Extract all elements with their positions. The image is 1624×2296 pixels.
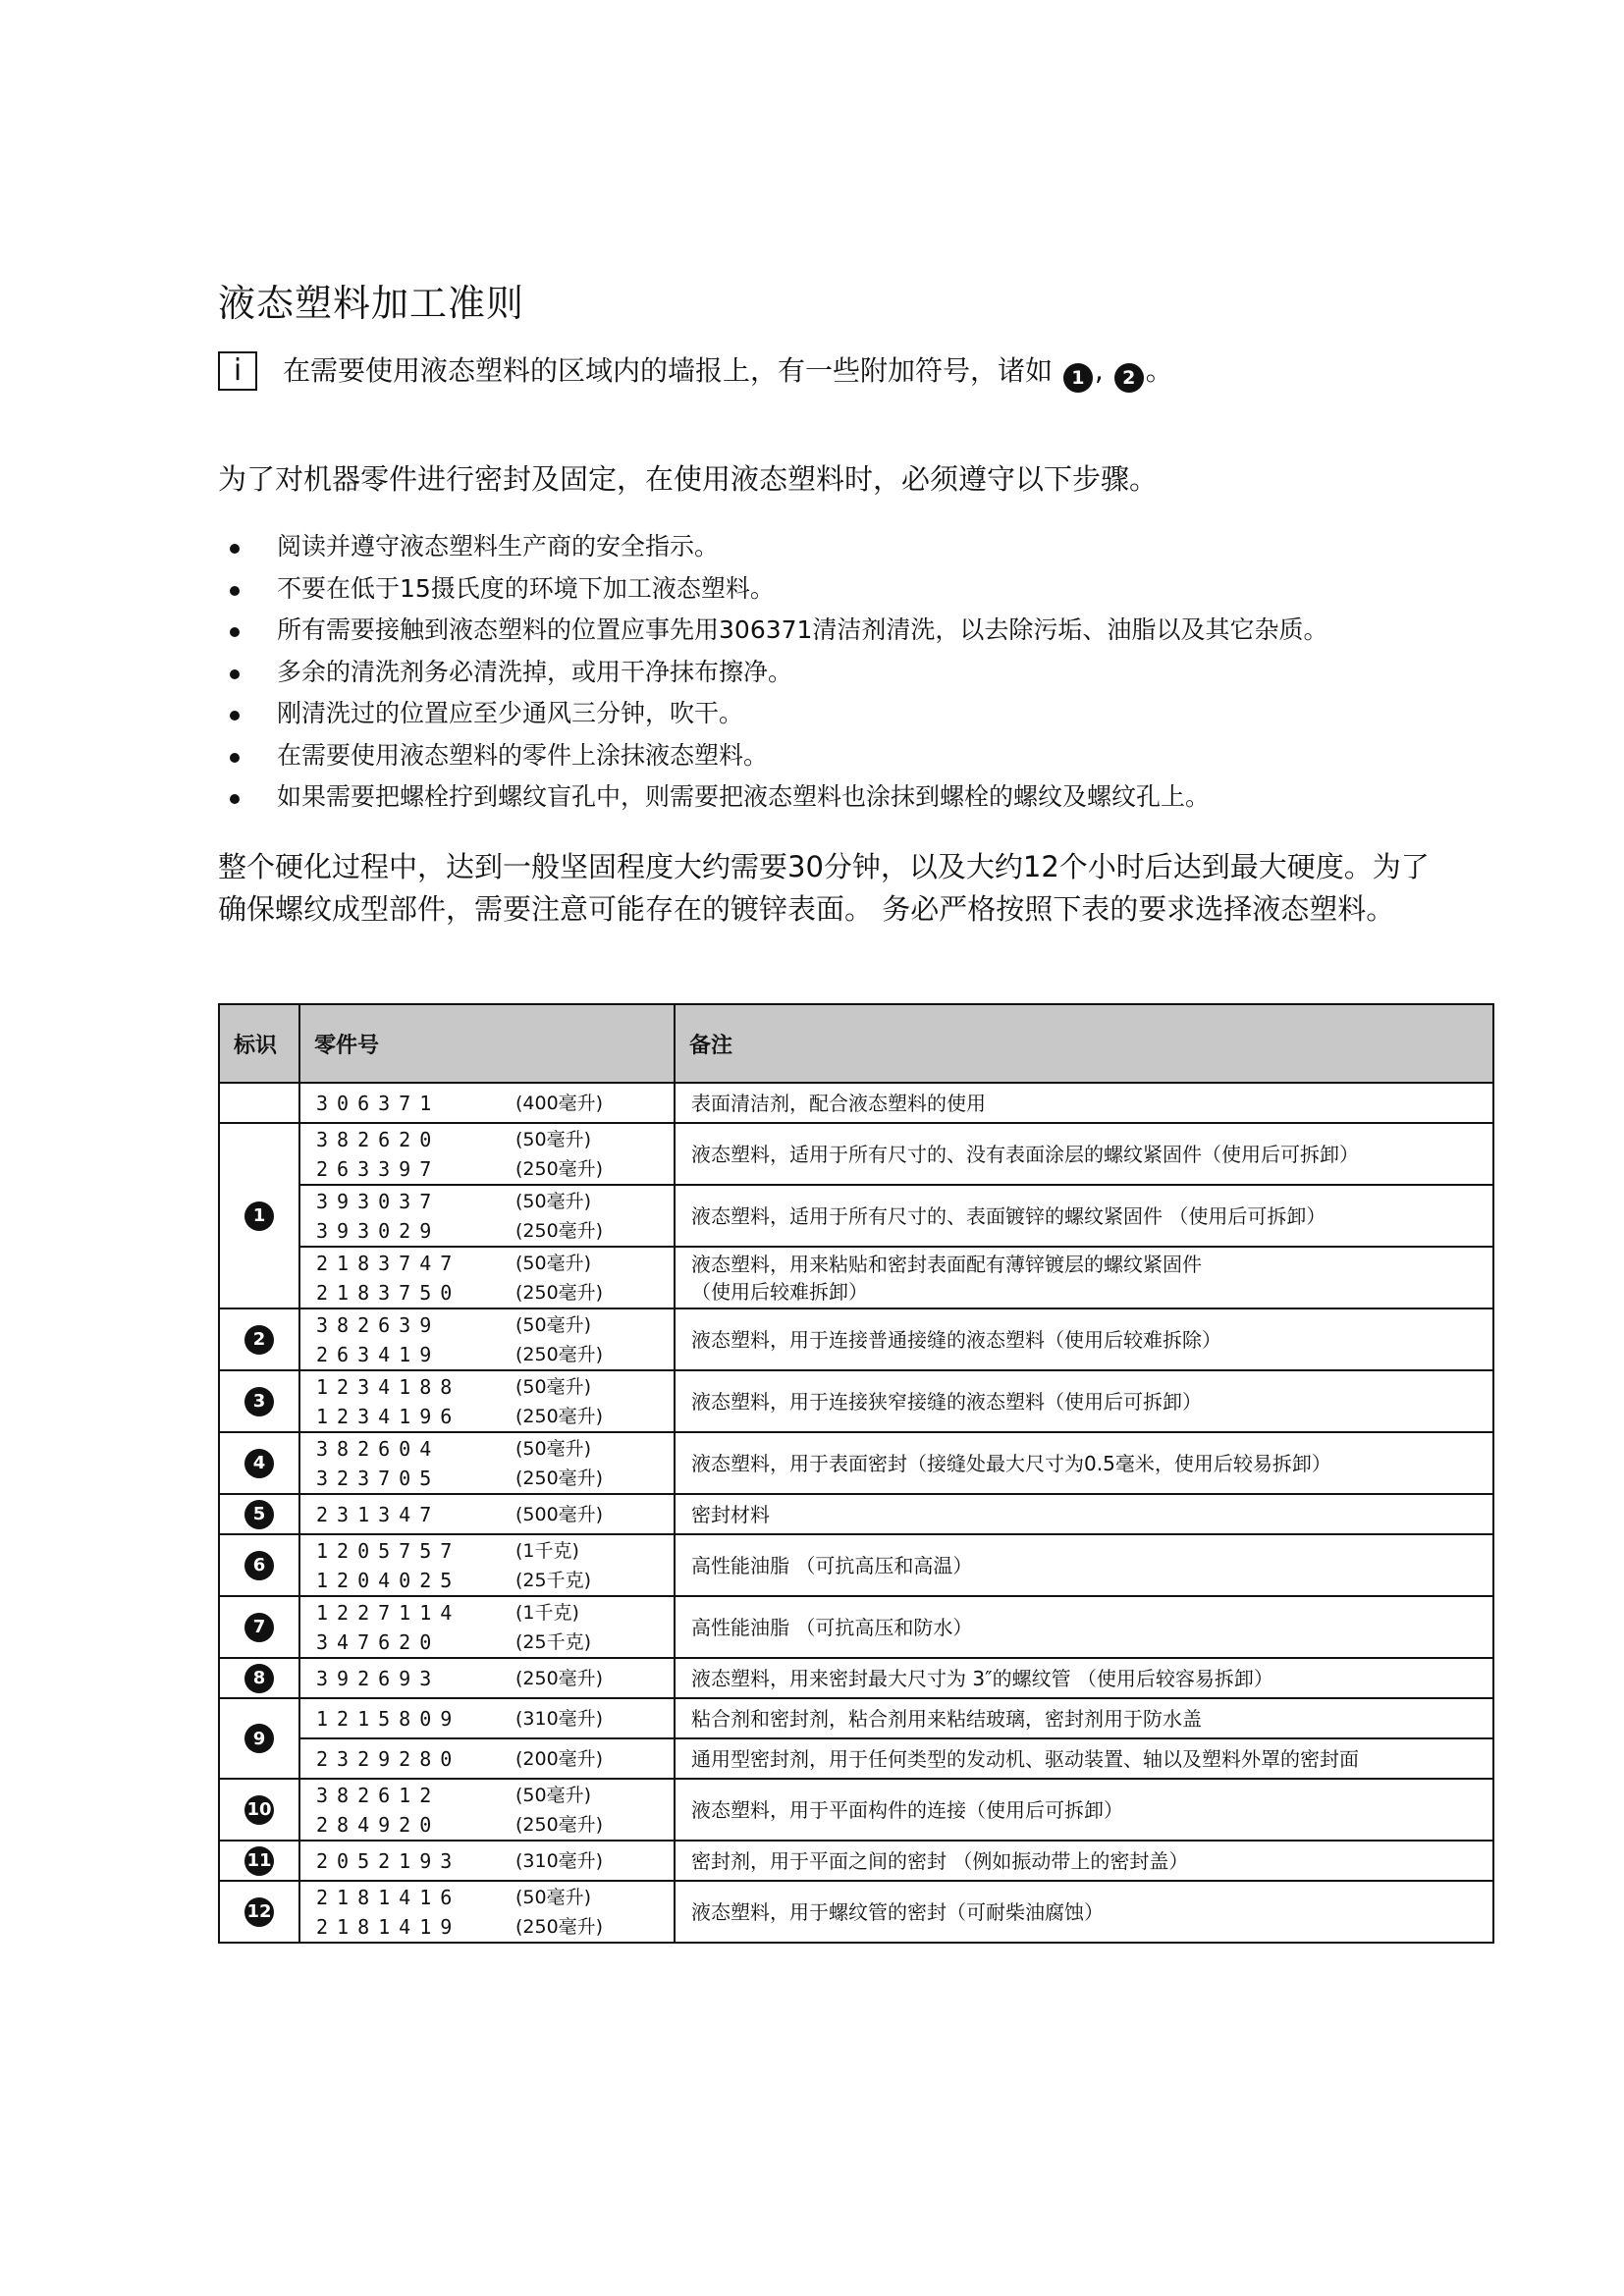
table-row — [219, 1881, 1493, 1943]
header-part: 零件号 — [299, 1004, 675, 1083]
badge-5-icon: 5 — [244, 1500, 274, 1529]
volume: (25千克) — [515, 1630, 592, 1653]
badge-9-icon: 9 — [244, 1724, 274, 1753]
part-number: 2181419 — [316, 1914, 461, 1939]
mark-cell — [219, 1370, 299, 1432]
table-row — [219, 1185, 1493, 1247]
part-number: 382612 — [316, 1783, 441, 1807]
badge-2-icon: 2 — [244, 1325, 274, 1355]
note-cell: 粘合剂和密封剂，粘合剂用来粘结玻璃，密封剂用于防水盖 — [675, 1698, 1493, 1738]
volume: (250毫升) — [515, 1405, 604, 1427]
badge-3-icon: 3 — [244, 1387, 274, 1416]
parts-table — [218, 1003, 1494, 1944]
part-number: 2052193 — [316, 1848, 461, 1873]
volume-cell — [510, 1779, 675, 1841]
volume-cell — [510, 1494, 675, 1534]
mark-cell — [219, 1534, 299, 1596]
note-cell: 通用型密封剂，用于任何类型的发动机、驱动装置、轴以及塑料外罩的密封面 — [675, 1738, 1493, 1779]
volume: (25千克) — [515, 1569, 592, 1591]
part-number: 2183750 — [316, 1280, 461, 1305]
mark-cell — [219, 1881, 299, 1943]
curing-paragraph: 整个硬化过程中，达到一般坚固程度大约需要30分钟，以及大约12个小时后达到最大硬度。为了确保螺纹成型部件，需要注意可能存在的镀锌表面。 务必严格按照下表的要求选择液态塑料。 — [218, 850, 1430, 926]
mark-cell — [219, 1494, 299, 1534]
badge-1-icon: 1 — [1063, 363, 1093, 393]
note-cell: 液态塑料，用于连接普通接缝的液态塑料（使用后较难拆除） — [675, 1308, 1493, 1370]
part-number-cell — [299, 1881, 510, 1943]
volume: (250毫升) — [515, 1915, 604, 1938]
note-cell: 液态塑料，用于连接狭窄接缝的液态塑料（使用后可拆卸） — [675, 1370, 1493, 1432]
list-item: 在需要使用液态塑料的零件上涂抹液态塑料。 — [218, 735, 1327, 777]
badge-8-icon: 8 — [244, 1664, 274, 1693]
badge-6-icon: 6 — [244, 1551, 274, 1580]
note-cell: 液态塑料，适用于所有尺寸的、没有表面涂层的螺纹紧固件（使用后可拆卸） — [675, 1123, 1493, 1185]
volume-cell — [510, 1658, 675, 1698]
steps-list — [218, 526, 1327, 819]
volume: (250毫升) — [515, 1467, 604, 1489]
part-number: 2181416 — [316, 1885, 461, 1909]
volume: (250毫升) — [515, 1219, 604, 1242]
note-cell: 高性能油脂 （可抗高压和防水） — [675, 1596, 1493, 1658]
part-number: 1205757 — [316, 1538, 461, 1563]
volume: (310毫升) — [515, 1707, 604, 1730]
mark-cell — [219, 1779, 299, 1841]
info-text — [283, 349, 1173, 393]
badge-2-icon: 2 — [1114, 363, 1144, 393]
volume: (500毫升) — [515, 1503, 604, 1525]
part-number: 1227114 — [316, 1600, 461, 1625]
part-number: 1215809 — [316, 1706, 461, 1731]
part-number-cell — [299, 1185, 510, 1247]
list-item: 不要在低于15摄氏度的环境下加工液态塑料。 — [218, 568, 1327, 611]
list-item: 如果需要把螺栓拧到螺纹盲孔中，则需要把液态塑料也涂抹到螺栓的螺纹及螺纹孔上。 — [218, 776, 1327, 819]
part-number: 393037 — [316, 1189, 441, 1213]
mark-cell — [219, 1658, 299, 1698]
table-row — [219, 1596, 1493, 1658]
note-cell: 液态塑料，适用于所有尺寸的、表面镀锌的螺纹紧固件 （使用后可拆卸） — [675, 1185, 1493, 1247]
table-row — [219, 1534, 1493, 1596]
list-item: 所有需要接触到液态塑料的位置应事先用306371清洁剂清洗，以去除污垢、油脂以及其它杂质。 — [218, 610, 1327, 652]
part-number: 323705 — [316, 1466, 441, 1490]
part-number-cell — [299, 1738, 510, 1779]
badge-4-icon: 4 — [244, 1449, 274, 1478]
intro-text: 为了对机器零件进行密封及固定，在使用液态塑料时，必须遵守以下步骤。 — [218, 462, 1159, 496]
part-number: 1234188 — [316, 1374, 461, 1399]
table-body — [219, 1083, 1493, 1943]
badge-10-icon: 10 — [244, 1795, 274, 1825]
volume-cell — [510, 1738, 675, 1779]
part-number-cell — [299, 1123, 510, 1185]
table-row — [219, 1779, 1493, 1841]
note-cell: 液态塑料，用来密封最大尺寸为 3″的螺纹管 （使用后较容易拆卸） — [675, 1658, 1493, 1698]
table-row — [219, 1738, 1493, 1779]
badge-11-icon: 11 — [244, 1846, 274, 1876]
part-number-cell — [299, 1779, 510, 1841]
note-cell: 液态塑料，用于螺纹管的密封（可耐柴油腐蚀） — [675, 1881, 1493, 1943]
info-text-body: 在需要使用液态塑料的区域内的墙报上，有一些附加符号，诸如 — [283, 354, 1054, 387]
volume-cell — [510, 1432, 675, 1494]
volume: (200毫升) — [515, 1747, 604, 1770]
table-row — [219, 1494, 1493, 1534]
part-number-cell — [299, 1596, 510, 1658]
mark-cell — [219, 1123, 299, 1308]
volume-cell — [510, 1698, 675, 1738]
table-row — [219, 1308, 1493, 1370]
info-sep: , — [1094, 354, 1104, 387]
part-number: 382604 — [316, 1436, 441, 1461]
note-cell: 液态塑料，用于平面构件的连接（使用后可拆卸） — [675, 1779, 1493, 1841]
part-number-cell — [299, 1247, 510, 1308]
header-mark: 标识 — [219, 1004, 299, 1083]
volume: (310毫升) — [515, 1849, 604, 1872]
table-row — [219, 1658, 1493, 1698]
table-row — [219, 1432, 1493, 1494]
mark-cell — [219, 1596, 299, 1658]
table-row — [219, 1247, 1493, 1308]
volume: (250毫升) — [515, 1343, 604, 1365]
list-item: 阅读并遵守液态塑料生产商的安全指示。 — [218, 526, 1327, 568]
volume-cell — [510, 1308, 675, 1370]
volume: (50毫升) — [515, 1313, 592, 1336]
info-note — [218, 349, 1173, 393]
volume: (400毫升) — [515, 1092, 604, 1114]
volume: (50毫升) — [515, 1886, 592, 1908]
volume-cell — [510, 1123, 675, 1185]
volume-cell — [510, 1534, 675, 1596]
part-number-cell — [299, 1658, 510, 1698]
note-cell: 液态塑料，用来粘贴和密封表面配有薄锌镀层的螺纹紧固件 （使用后较难拆卸） — [675, 1247, 1493, 1308]
part-number: 2329280 — [316, 1746, 461, 1771]
volume-cell — [510, 1841, 675, 1881]
note-cell: 液态塑料，用于表面密封（接缝处最大尺寸为0.5毫米，使用后较易拆卸） — [675, 1432, 1493, 1494]
list-item: 刚清洗过的位置应至少通风三分钟，吹干。 — [218, 693, 1327, 735]
volume: (50毫升) — [515, 1784, 592, 1806]
part-number-cell — [299, 1083, 510, 1123]
table-row — [219, 1698, 1493, 1738]
volume-cell — [510, 1881, 675, 1943]
volume: (50毫升) — [515, 1128, 592, 1150]
part-number: 393029 — [316, 1218, 441, 1243]
volume: (1千克) — [515, 1601, 579, 1624]
part-number-cell — [299, 1370, 510, 1432]
volume: (50毫升) — [515, 1437, 592, 1460]
note-cell: 密封剂，用于平面之间的密封 （例如振动带上的密封盖） — [675, 1841, 1493, 1881]
note-cell: 密封材料 — [675, 1494, 1493, 1534]
volume-cell — [510, 1596, 675, 1658]
badge-7-icon: 7 — [244, 1613, 274, 1642]
volume-cell — [510, 1247, 675, 1308]
mark-cell — [219, 1308, 299, 1370]
volume: (50毫升) — [515, 1252, 592, 1274]
table-header — [219, 1004, 1493, 1083]
part-number: 231347 — [316, 1502, 441, 1526]
volume: (1千克) — [515, 1539, 579, 1562]
mark-cell — [219, 1841, 299, 1881]
part-number: 1204025 — [316, 1568, 461, 1592]
table-row — [219, 1083, 1493, 1123]
part-number-cell — [299, 1494, 510, 1534]
info-icon: i — [218, 351, 257, 391]
part-number: 382639 — [316, 1312, 441, 1337]
part-number-cell — [299, 1534, 510, 1596]
volume-cell — [510, 1370, 675, 1432]
volume: (250毫升) — [515, 1813, 604, 1836]
volume: (250毫升) — [515, 1157, 604, 1180]
part-number: 306371 — [316, 1091, 441, 1115]
part-number: 347620 — [316, 1629, 441, 1654]
header-note: 备注 — [675, 1004, 1493, 1083]
table-row — [219, 1123, 1493, 1185]
volume: (50毫升) — [515, 1375, 592, 1398]
list-item: 多余的清洗剂务必清洗掉，或用干净抹布擦净。 — [218, 652, 1327, 694]
badge-12-icon: 12 — [244, 1897, 274, 1927]
mark-cell — [219, 1083, 299, 1123]
info-end: 。 — [1145, 354, 1173, 387]
volume: (50毫升) — [515, 1190, 592, 1212]
note-cell: 表面清洁剂，配合液态塑料的使用 — [675, 1083, 1493, 1123]
volume: (250毫升) — [515, 1281, 604, 1304]
part-number: 392693 — [316, 1666, 441, 1690]
part-number: 284920 — [316, 1812, 441, 1837]
volume-cell — [510, 1185, 675, 1247]
part-number: 263397 — [316, 1156, 441, 1181]
part-number: 2183747 — [316, 1251, 461, 1275]
table-row — [219, 1370, 1493, 1432]
part-number: 1234196 — [316, 1404, 461, 1428]
mark-cell — [219, 1432, 299, 1494]
part-number-cell — [299, 1698, 510, 1738]
volume: (250毫升) — [515, 1667, 604, 1689]
page-title: 液态塑料加工准则 — [218, 282, 525, 325]
part-number: 382620 — [316, 1127, 441, 1151]
mark-cell — [219, 1698, 299, 1779]
badge-1-icon: 1 — [244, 1201, 274, 1231]
note-cell: 高性能油脂 （可抗高压和高温） — [675, 1534, 1493, 1596]
volume-cell — [510, 1083, 675, 1123]
part-number-cell — [299, 1432, 510, 1494]
part-number: 263419 — [316, 1342, 441, 1366]
table-row — [219, 1841, 1493, 1881]
part-number-cell — [299, 1841, 510, 1881]
part-number-cell — [299, 1308, 510, 1370]
